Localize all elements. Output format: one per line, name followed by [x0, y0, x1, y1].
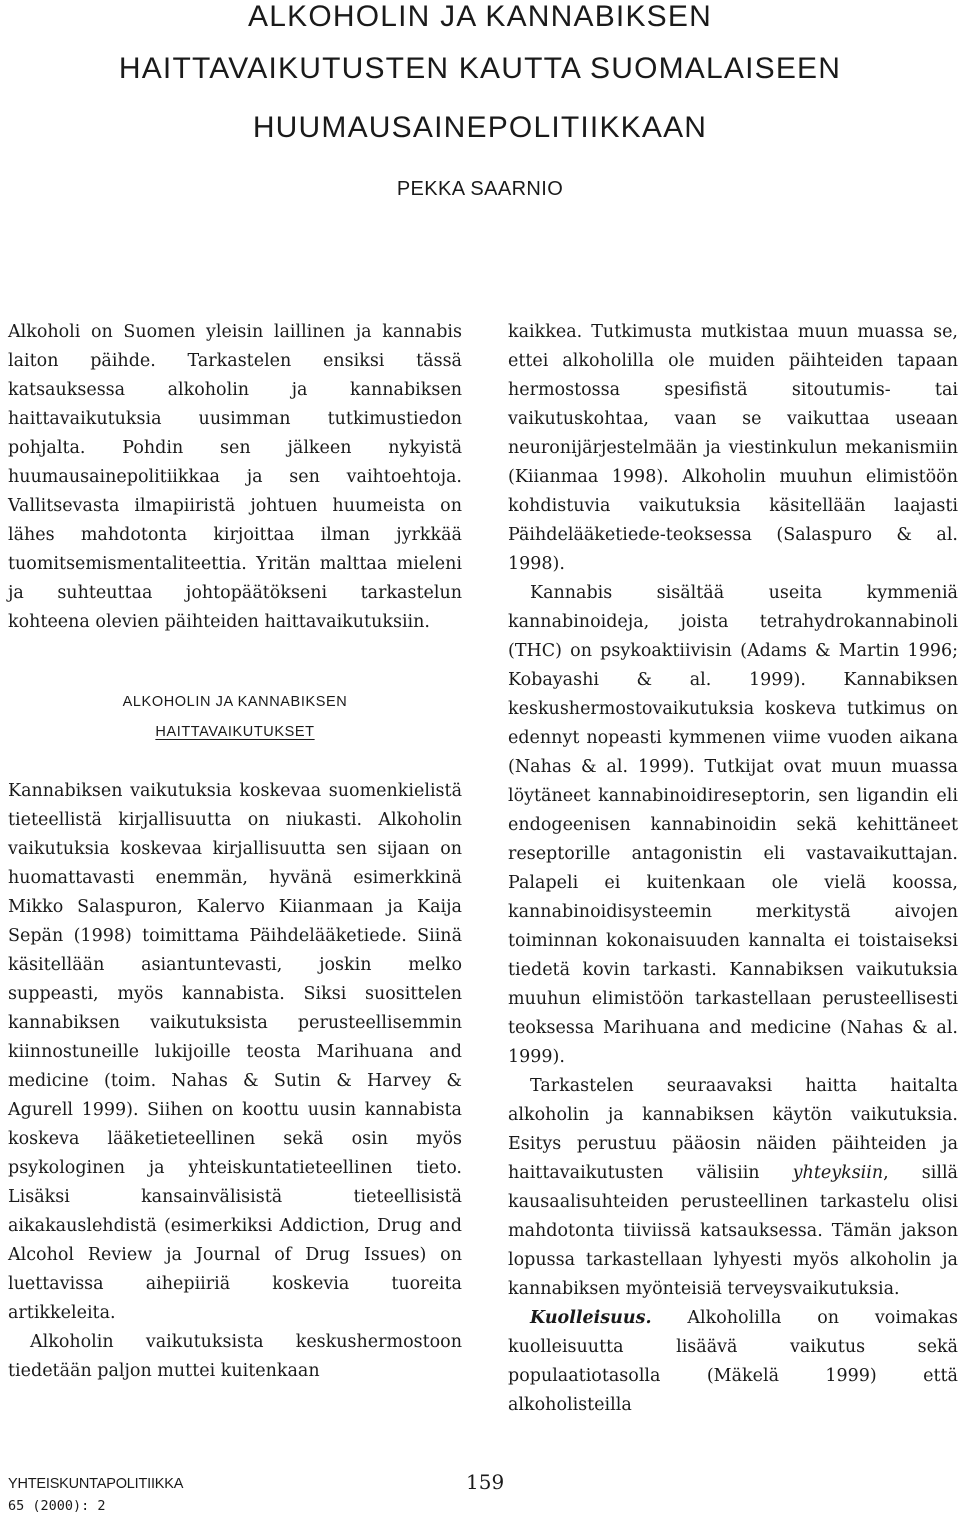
right-paragraph-3 [508, 1072, 958, 1304]
right-column [508, 318, 958, 1420]
article-title-line-3: HUUMAUSAINEPOLITIIKKAAN [252, 111, 708, 144]
page-number: 159 [466, 1470, 505, 1494]
run-in-heading: Kuolleisuus. [530, 1308, 652, 1328]
section-heading [8, 687, 462, 747]
article-title-line-2: HAITTAVAIKUTUSTEN KAUTTA SUOMALAISEEN [118, 52, 842, 85]
section-heading-line-2: HAITTAVAIKUTUKSET [155, 724, 315, 740]
article-title-line-1: ALKOHOLIN JA KANNABIKSEN [248, 0, 712, 33]
right-paragraph-4 [508, 1304, 958, 1420]
journal-issue: 65 (2000): 2 [8, 1498, 106, 1514]
left-paragraph-2: Alkoholin vaikutuksista keskushermostoon tiedetään paljon muttei kuitenkaan [8, 1332, 462, 1381]
right-paragraph-1: kaikkea. Tutkimusta mutkistaa muun muassa se, ettei alkoholilla ole muiden päihteiden tapaan hermostossa spesifistä sitoutumis- tai vaikutuskohtaa, vaan se vaikuttaa useaan neuronijärjestelmään ja viestinkulun mekanismiin (Kiianmaa 1998). Alkoholin muuhun elimistöön kohdistuvia vaikutuksia käsitellään laajasti Päihdelääketiede-teoksessa (Salaspuro & al. 1998). [508, 322, 958, 574]
right-paragraph-3-end: , sillä kausaalisuhteiden perusteellinen tarkastelu olisi mahdotonta tiiviissä katsauksessa. Tämän jakson lopussa tarkastellaan lyhyesti myös alkoholin ja kannabiksen myönteisiä terveysvaikutuksia. [508, 1163, 958, 1299]
right-paragraph-2: Kannabis sisältää useita kymmeniä kannabinoideja, joista tetrahydrokannabinoli (THC) on psykoaktiivisin (Adams & Martin 1996; Kobayashi & al. 1999). Kannabiksen keskushermostovaikutuksia koskeva tutkimus on edennyt nopeasti kymmenen viime vuoden aikana (Nahas & al. 1999). Tutkijat ovat muun muassa löytäneet kannabinoidireseptorin, sen ligandin eli endogeenisen kannabinoidin sekä kehittäneet reseptorille antagonistin eli vastavaikuttajan. Palapeli ei kuitenkaan ole vielä koossa, kannabinoidisysteemin merkitystä aivojen toiminnan kokonaisuuden kannalta ei toistaiseksi tiedetä kovin tarkasti. Kannabiksen vaikutuksia muuhun elimistöön tarkastellaan perusteellisesti teoksessa Marihuana and medicine (Nahas & al. 1999). [508, 583, 958, 1067]
author-name: PEKKA SAARNIO [396, 178, 564, 200]
intro-paragraph: Alkoholi on Suomen yleisin laillinen ja kannabis laiton päihde. Tarkastelen ensiksi tässä katsauksessa alkoholin ja kannabiksen haittavaikutuksia uusimman tutkimustiedon pohjalta. Pohdin sen jälkeen nykyistä huumausainepolitiikkaa ja sen vaihtoehtoja. Vallitsevasta ilmapiiristä johtuen huumeista on lähes mahdotonta kirjoittaa ilman jyrkkää tuomitsemismentaliteettia. Yritän malttaa mieleni ja suhteuttaa johtopäätökseni tarkastelun kohteena olevien päihteiden haittavaikutuksiin. [8, 322, 462, 632]
journal-name: YHTEISKUNTAPOLITIIKKA [8, 1476, 184, 1492]
left-column [8, 318, 462, 1386]
right-paragraph-4-text: Alkoholilla on voimakas kuolleisuutta lisäävä vaikutus sekä populaatiotasolla (Mäkelä 1999) että alkoholisteilla [508, 1308, 958, 1415]
left-paragraph-1: Kannabiksen vaikutuksia koskevaa suomenkielistä tieteellistä kirjallisuutta on niukasti. Alkoholin vaikutuksia koskevaa kirjallisuutta sen sijaan on huomattavasti enemmän, hyvänä esimerkkinä Mikko Salaspuron, Kalervo Kiianmaan ja Kaija Sepän (1998) toimittama Päihdelääketiede. Siinä käsitellään asiantuntevasti, joskin melko suppeasti, myös kannabista. Siksi suosittelen kannabiksen vaikutuksista perusteellisemmin kiinnostuneille lukijoille teosta Marihuana and medicine (toim. Nahas & Sutin & Harvey & Agurell 1999). Siihen on koottu uusin kannabista koskeva lääketieteellinen sekä osin myös psykologinen ja yhteiskuntatieteellinen tieto. Lisäksi kansainvälisistä tieteellisistä aikakauslehdistä (esimerkiksi Addiction, Drug and Alcohol Review ja Journal of Drug Issues) on luettavissa aihepiiriä koskevia tuoreita artikkeleita. [8, 781, 462, 1323]
right-paragraph-3-start: Tarkastelen seuraavaksi haitta haitalta alkoholin ja kannabiksen käytön vaikutuksia. Esitys perustuu pääosin näiden päihteiden ja haittavaikutusten välisiin [508, 1076, 958, 1183]
italic-term: yhteyksiin [792, 1163, 884, 1183]
section-heading-line-1: ALKOHOLIN JA KANNABIKSEN [122, 694, 348, 710]
